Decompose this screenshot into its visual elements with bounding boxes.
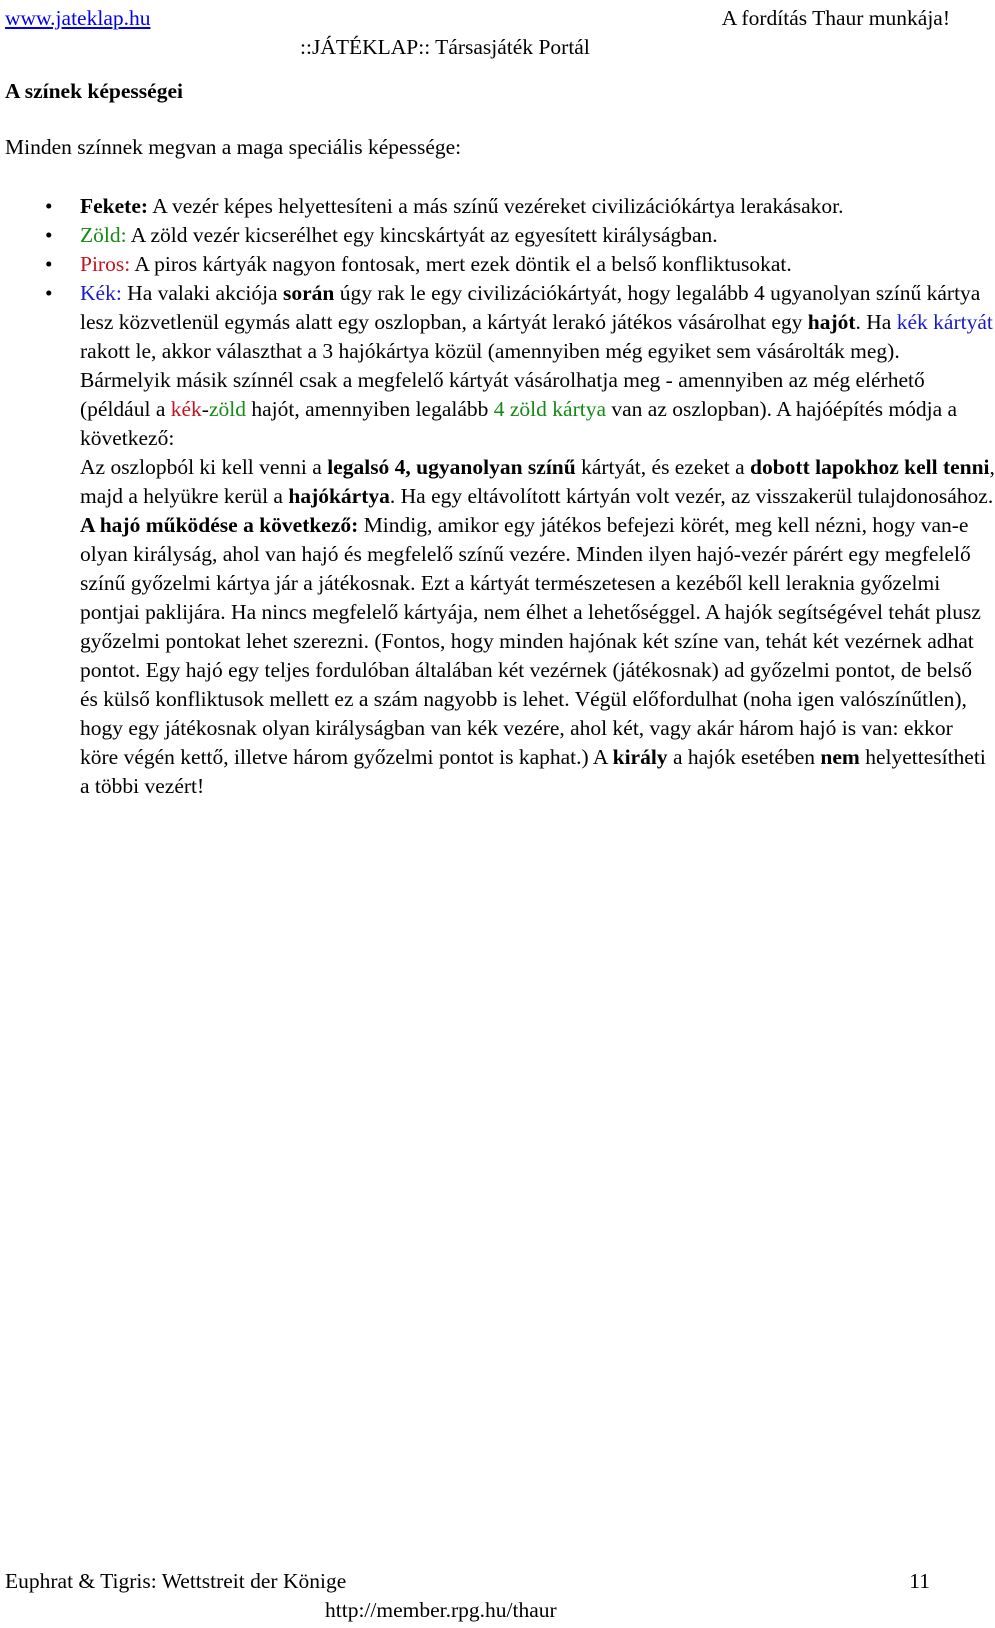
ship-build-emph: dobott lapokhoz kell tenni: [750, 455, 990, 479]
ship-function-text: helyettesítheti a többi vezért!: [80, 745, 986, 798]
list-item-red: [45, 250, 995, 279]
ship-function-text: Mindig, amikor egy játékos befejezi körét, meg kell nézni, hogy van-e olyan királyság, ahol van hajó és megfelelő színű vezére. Minden ilyen hajó-vezér párért egy megfelelő színű győzelmi kártya jár a játékosnak. Ezt a kártyát természetesen a kezéből kell leraknia győzelmi pontjai paklijára. Ha nincs megfelelő kártyája, nem élhet a lehetőséggel. A hajók segítségével tehát plusz győzelmi pontokat lehet szerezni. (Fontos, hogy minden hajónak két színe van, tehát két vezérnek adhat pontot. Egy hajó egy teljes fordulóban általában két vezérnek (játékosnak) ad győzelmi pontot, de belső és külső konfliktusok mellett ez a szám nagyobb is lehet. Végül előfordulhat (noha igen valószínűtlen), hogy egy játékosnak olyan királyságban van kék vezére, ahol két, vagy akár három hajó is van: ekkor köre végén kettő, illetve három győzelmi pontot is kaphat.) A: [80, 513, 981, 769]
blue-card-text: kék kártyát: [896, 310, 993, 334]
red-text: A piros kártyák nagyon fontosak, mert ezek döntik el a belső konfliktusokat.: [130, 252, 792, 276]
green-text: A zöld vezér kicserélhet egy kincskártyát az egyesített királyságban.: [126, 223, 718, 247]
section-title: A színek képességei: [5, 79, 183, 103]
ship-build-text: kártyát, és ezeket a: [575, 455, 750, 479]
ship-function-emph: király: [612, 745, 668, 769]
blue-label: Kék:: [80, 281, 122, 305]
dash: -: [201, 397, 209, 421]
blue-emph: hajót: [807, 310, 856, 334]
list-item-black: [45, 192, 995, 221]
blue-text: . Ha: [855, 310, 897, 334]
blue-paragraph-3: [80, 511, 995, 801]
ship-build-text: . Ha egy eltávolított kártyán volt vezér, az visszakerül tulajdonosához.: [389, 484, 994, 508]
green-label: Zöld:: [80, 223, 127, 247]
abilities-list: [40, 192, 995, 801]
site-link[interactable]: www.jateklap.hu: [5, 6, 151, 30]
ship-build-emph: hajókártya: [288, 484, 390, 508]
blue-text: Ha valaki akciója: [121, 281, 283, 305]
footer-url: http://member.rpg.hu/thaur: [325, 1598, 557, 1622]
ship-build-text: Az oszlopból ki kell venni a: [80, 455, 328, 479]
red-label: Piros:: [80, 252, 131, 276]
bullet-icon: •: [45, 281, 53, 305]
kek-word: kék: [170, 397, 202, 421]
list-item-blue: [45, 279, 995, 801]
black-label: Fekete:: [80, 194, 149, 218]
page-number: 11: [909, 1569, 930, 1593]
zold-word: zöld: [208, 397, 246, 421]
ship-function-emph: nem: [820, 745, 860, 769]
bullet-icon: •: [45, 223, 53, 247]
blue-text: van az oszlopban). A hajóépítés módja a következő:: [80, 397, 958, 450]
ship-function-heading: A hajó működése a következő:: [80, 513, 359, 537]
translator-credit: A fordítás Thaur munkája!: [721, 6, 950, 30]
blue-text: hajót, amennyiben legalább: [246, 397, 494, 421]
ship-function-text: a hajók esetében: [667, 745, 821, 769]
blue-text: rakott le, akkor választhat a 3 hajókártya közül (amennyiben még egyiket sem vásárolták meg). Bármelyik másik színnél csak a megfelelő kártyát vásárolhatja meg - amennyiben az még elérhető (például a: [80, 339, 925, 421]
footer-game-title: Euphrat & Tigris: Wettstreit der Könige: [5, 1569, 347, 1593]
portal-title: ::JÁTÉKLAP:: Társasjáték Portál: [300, 35, 590, 59]
black-text: A vezér képes helyettesíteni a más színű vezéreket civilizációkártya lerakásakor.: [148, 194, 844, 218]
bullet-icon: •: [45, 194, 53, 218]
blue-emph: során: [282, 281, 335, 305]
blue-text: úgy rak le egy civilizációkártyát, hogy legalább 4 ugyanolyan színű kártya lesz közvetlenül egymás alatt egy oszlopban, a kártyát lerakó játékos vásárolhat egy: [80, 281, 981, 334]
blue-paragraph-2: [80, 453, 995, 511]
blue-paragraph-1: [80, 279, 995, 453]
bullet-icon: •: [45, 252, 53, 276]
ship-build-text: , majd a helyükre kerül a: [80, 455, 995, 508]
ship-build-emph: legalsó 4, ugyanolyan színű: [327, 455, 576, 479]
section-intro: Minden színnek megvan a maga speciális képessége:: [5, 135, 462, 159]
list-item-green: [45, 221, 995, 250]
green-cards-text: 4 zöld kártya: [493, 397, 607, 421]
